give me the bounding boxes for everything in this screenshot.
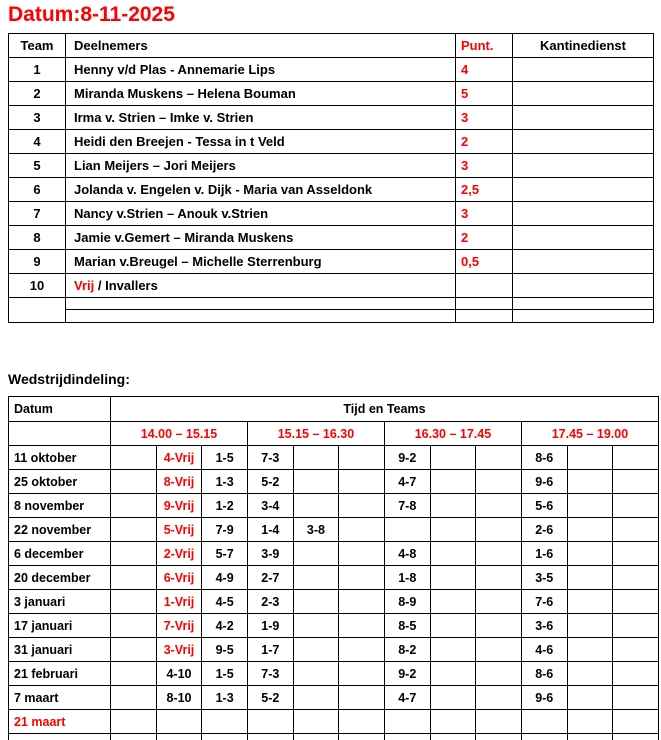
schedule-match-cell: [111, 686, 157, 710]
schedule-match-cell: [156, 734, 202, 740]
schedule-date-cell: 20 december: [9, 566, 111, 590]
deelnemers-cell: Marian v.Breugel – Michelle Sterrenburg: [66, 250, 456, 274]
empty-team-cell: [9, 298, 66, 323]
schedule-match-cell: [430, 638, 476, 662]
schedule-match-cell: [567, 662, 613, 686]
schedule-match-cell: [476, 518, 522, 542]
schedule-match-cell: [567, 614, 613, 638]
team-row: [9, 58, 654, 82]
empty-deelnemers-cell: [66, 310, 456, 323]
schedule-match-cell: [339, 686, 385, 710]
schedule-match-cell: [339, 518, 385, 542]
schedule-match-cell: [430, 470, 476, 494]
schedule-match-cell: [384, 710, 430, 734]
schedule-match-cell: [111, 734, 157, 740]
schedule-match-cell: 5-7: [202, 542, 248, 566]
schedule-match-cell: [476, 686, 522, 710]
schedule-row: [9, 446, 659, 470]
schedule-match-cell: [430, 566, 476, 590]
schedule-match-cell: 8-9: [384, 590, 430, 614]
schedule-match-cell: [111, 518, 157, 542]
schedule-match-cell: 4-Vrij: [156, 446, 202, 470]
schedule-date-cell: [9, 734, 111, 740]
schedule-match-cell: [476, 470, 522, 494]
schedule-match-cell: 8-2: [384, 638, 430, 662]
team-number-cell: 6: [9, 178, 66, 202]
team-number-cell: 5: [9, 154, 66, 178]
schedule-match-cell: 4-7: [384, 686, 430, 710]
schedule-match-cell: 9-2: [384, 662, 430, 686]
schedule-match-cell: [202, 734, 248, 740]
schedule-match-cell: [293, 686, 339, 710]
schedule-match-cell: [430, 590, 476, 614]
schedule-match-cell: 8-10: [156, 686, 202, 710]
schedule-match-cell: [567, 518, 613, 542]
schedule-match-cell: 7-3: [247, 662, 293, 686]
team-number-cell: 9: [9, 250, 66, 274]
schedule-match-cell: 3-4: [247, 494, 293, 518]
schedule-match-cell: [476, 494, 522, 518]
schedule-match-cell: [613, 734, 659, 740]
schedule-match-cell: [430, 686, 476, 710]
schedule-date-cell: 21 februari: [9, 662, 111, 686]
schedule-match-cell: 4-5: [202, 590, 248, 614]
teams-header-deelnemers: Deelnemers: [66, 34, 456, 58]
schedule-match-cell: [293, 494, 339, 518]
schedule-match-cell: 5-Vrij: [156, 518, 202, 542]
schedule-match-cell: [339, 662, 385, 686]
kantinedienst-cell: [513, 106, 654, 130]
schedule-match-cell: [430, 734, 476, 740]
teams-header-kantinedienst: Kantinedienst: [513, 34, 654, 58]
schedule-date-cell: 21 maart: [9, 710, 111, 734]
schedule-match-cell: [613, 542, 659, 566]
team-row: [9, 250, 654, 274]
teams-header-team: Team: [9, 34, 66, 58]
kantinedienst-cell: [513, 130, 654, 154]
schedule-match-cell: 1-Vrij: [156, 590, 202, 614]
kantinedienst-cell: [513, 58, 654, 82]
team-row: [9, 154, 654, 178]
schedule-match-cell: 7-6: [521, 590, 567, 614]
team-row: [9, 226, 654, 250]
schedule-match-cell: [293, 446, 339, 470]
punt-cell: 4: [456, 58, 513, 82]
schedule-match-cell: [111, 638, 157, 662]
schedule-match-cell: 5-2: [247, 686, 293, 710]
schedule-match-cell: [613, 470, 659, 494]
schedule-match-cell: [111, 590, 157, 614]
team-number-cell: 4: [9, 130, 66, 154]
schedule-match-cell: 1-3: [202, 686, 248, 710]
kantinedienst-cell: [513, 250, 654, 274]
schedule-match-cell: [111, 542, 157, 566]
schedule-match-cell: [613, 446, 659, 470]
schedule-match-cell: [339, 638, 385, 662]
schedule-match-cell: [567, 542, 613, 566]
team-row: [9, 82, 654, 106]
schedule-match-cell: 1-8: [384, 566, 430, 590]
kantinedienst-cell: [513, 178, 654, 202]
empty-kantinedienst-cell: [513, 310, 654, 323]
schedule-match-cell: [293, 614, 339, 638]
schedule-match-cell: [384, 518, 430, 542]
schedule-match-cell: [384, 734, 430, 740]
kantinedienst-cell: [513, 82, 654, 106]
schedule-match-cell: [430, 446, 476, 470]
schedule-match-cell: [476, 662, 522, 686]
schedule-match-cell: [567, 446, 613, 470]
team-number-cell: 1: [9, 58, 66, 82]
schedule-match-cell: 3-6: [521, 614, 567, 638]
schedule-match-cell: 7-3: [247, 446, 293, 470]
schedule-match-cell: 5-6: [521, 494, 567, 518]
schedule-match-cell: [613, 710, 659, 734]
schedule-match-cell: [339, 590, 385, 614]
schedule-match-cell: 7-Vrij: [156, 614, 202, 638]
schedule-match-cell: 3-Vrij: [156, 638, 202, 662]
schedule-match-cell: [339, 470, 385, 494]
schedule-match-cell: [339, 710, 385, 734]
schedule-match-cell: [430, 662, 476, 686]
punt-cell: 2: [456, 226, 513, 250]
teams-table: [8, 33, 654, 323]
schedule-match-cell: 4-9: [202, 566, 248, 590]
team-number-cell: 8: [9, 226, 66, 250]
schedule-date-cell: 17 januari: [9, 614, 111, 638]
schedule-match-cell: 4-10: [156, 662, 202, 686]
schedule-match-cell: [567, 566, 613, 590]
schedule-match-cell: [202, 710, 248, 734]
schedule-date-cell: 31 januari: [9, 638, 111, 662]
schedule-match-cell: 9-5: [202, 638, 248, 662]
schedule-match-cell: [293, 710, 339, 734]
schedule-match-cell: [476, 710, 522, 734]
schedule-match-cell: [613, 614, 659, 638]
schedule-match-cell: [476, 590, 522, 614]
schedule-match-cell: 9-Vrij: [156, 494, 202, 518]
schedule-match-cell: [339, 734, 385, 740]
punt-cell: 0,5: [456, 250, 513, 274]
schedule-row: [9, 566, 659, 590]
schedule-match-cell: [339, 566, 385, 590]
schedule-match-cell: [339, 614, 385, 638]
schedule-section-label: Wedstrijdindeling:: [8, 371, 130, 387]
kantinedienst-cell: [513, 226, 654, 250]
schedule-match-cell: [339, 446, 385, 470]
kantinedienst-cell: [513, 154, 654, 178]
schedule-row: [9, 614, 659, 638]
schedule-match-cell: 4-7: [384, 470, 430, 494]
schedule-match-cell: 6-Vrij: [156, 566, 202, 590]
schedule-match-cell: 8-6: [521, 446, 567, 470]
schedule-match-cell: [430, 614, 476, 638]
schedule-match-cell: 1-4: [247, 518, 293, 542]
schedule-date-cell: 6 december: [9, 542, 111, 566]
teams-empty-row: [9, 298, 654, 310]
schedule-date-cell: 8 november: [9, 494, 111, 518]
schedule-match-cell: [430, 710, 476, 734]
deelnemers-cell: Jamie v.Gemert – Miranda Muskens: [66, 226, 456, 250]
schedule-match-cell: 9-6: [521, 470, 567, 494]
empty-deelnemers-cell: [66, 298, 456, 310]
teams-header-row: [9, 34, 654, 58]
schedule-row: [9, 590, 659, 614]
kantinedienst-cell: [513, 274, 654, 298]
schedule-match-cell: 3-9: [247, 542, 293, 566]
schedule-date-cell: 11 oktober: [9, 446, 111, 470]
schedule-row: [9, 638, 659, 662]
deelnemers-cell: Jolanda v. Engelen v. Dijk - Maria van Asseldonk: [66, 178, 456, 202]
schedule-match-cell: 1-3: [202, 470, 248, 494]
deelnemers-cell: Heidi den Breejen - Tessa in t Veld: [66, 130, 456, 154]
teams-empty-row: [9, 310, 654, 323]
schedule-match-cell: [293, 638, 339, 662]
team-row: [9, 130, 654, 154]
schedule-match-cell: 4-2: [202, 614, 248, 638]
schedule-match-cell: [476, 542, 522, 566]
schedule-match-cell: [567, 638, 613, 662]
schedule-match-cell: [613, 566, 659, 590]
schedule-match-cell: [613, 662, 659, 686]
schedule-match-cell: 3-5: [521, 566, 567, 590]
schedule-header-row: [9, 397, 659, 422]
schedule-partial-row: [9, 734, 659, 740]
teams-header-punt: Punt.: [456, 34, 513, 58]
punt-cell: 3: [456, 154, 513, 178]
deelnemers-cell: Nancy v.Strien – Anouk v.Strien: [66, 202, 456, 226]
schedule-match-cell: [476, 734, 522, 740]
schedule-match-cell: [293, 566, 339, 590]
team-row: [9, 202, 654, 226]
schedule-match-cell: 8-Vrij: [156, 470, 202, 494]
schedule-match-cell: [293, 470, 339, 494]
schedule-row: [9, 494, 659, 518]
schedule-match-cell: 2-7: [247, 566, 293, 590]
schedule-timeslot-row: [9, 422, 659, 446]
timeslot-2: 15.15 – 16.30: [247, 422, 384, 446]
schedule-match-cell: [293, 734, 339, 740]
schedule-row: [9, 686, 659, 710]
deelnemers-cell: Lian Meijers – Jori Meijers: [66, 154, 456, 178]
schedule-match-cell: 2-6: [521, 518, 567, 542]
schedule-date-cell: 22 november: [9, 518, 111, 542]
schedule-match-cell: 3-8: [293, 518, 339, 542]
timeslot-3: 16.30 – 17.45: [384, 422, 521, 446]
punt-cell: 5: [456, 82, 513, 106]
schedule-match-cell: [247, 710, 293, 734]
schedule-match-cell: [476, 446, 522, 470]
schedule-row: [9, 662, 659, 686]
schedule-match-cell: [339, 494, 385, 518]
schedule-match-cell: [293, 590, 339, 614]
page-title: Datum:8-11-2025: [8, 3, 175, 26]
schedule-match-cell: 1-2: [202, 494, 248, 518]
schedule-header-datum: Datum: [9, 397, 111, 422]
schedule-match-cell: [111, 446, 157, 470]
empty-kantinedienst-cell: [513, 298, 654, 310]
timeslot-1: 14.00 – 15.15: [111, 422, 248, 446]
schedule-date-cell: 3 januari: [9, 590, 111, 614]
schedule-match-cell: 4-6: [521, 638, 567, 662]
team-number-cell: 3: [9, 106, 66, 130]
schedule-match-cell: [613, 494, 659, 518]
schedule-match-cell: 7-8: [384, 494, 430, 518]
schedule-match-cell: [111, 494, 157, 518]
schedule-match-cell: 5-2: [247, 470, 293, 494]
schedule-date-cell: 25 oktober: [9, 470, 111, 494]
deelnemers-cell: Henny v/d Plas - Annemarie Lips: [66, 58, 456, 82]
schedule-match-cell: [521, 734, 567, 740]
schedule-match-cell: 2-3: [247, 590, 293, 614]
schedule-match-cell: [111, 614, 157, 638]
schedule-match-cell: 1-6: [521, 542, 567, 566]
deelnemers-cell: Vrij / Invallers: [66, 274, 456, 298]
punt-cell: 3: [456, 202, 513, 226]
punt-cell: 2: [456, 130, 513, 154]
schedule-match-cell: [521, 710, 567, 734]
team-row: [9, 106, 654, 130]
schedule-match-cell: 8-5: [384, 614, 430, 638]
team-number-cell: 2: [9, 82, 66, 106]
schedule-row: [9, 710, 659, 734]
schedule-match-cell: [613, 590, 659, 614]
schedule-match-cell: 8-6: [521, 662, 567, 686]
schedule-table: [8, 396, 659, 740]
schedule-match-cell: [567, 470, 613, 494]
schedule-match-cell: [613, 638, 659, 662]
schedule-match-cell: [476, 614, 522, 638]
punt-cell: 3: [456, 106, 513, 130]
schedule-match-cell: [567, 590, 613, 614]
schedule-date-cell: 7 maart: [9, 686, 111, 710]
schedule-match-cell: 7-9: [202, 518, 248, 542]
schedule-match-cell: [111, 662, 157, 686]
schedule-match-cell: [567, 494, 613, 518]
schedule-match-cell: [247, 734, 293, 740]
team-number-cell: 10: [9, 274, 66, 298]
vrij-label: Vrij: [74, 278, 95, 293]
team-number-cell: 7: [9, 202, 66, 226]
team-row: [9, 274, 654, 298]
schedule-match-cell: [156, 710, 202, 734]
schedule-header-tijd-en-teams: Tijd en Teams: [111, 397, 659, 422]
deelnemers-cell: Miranda Muskens – Helena Bouman: [66, 82, 456, 106]
schedule-match-cell: [476, 638, 522, 662]
schedule-match-cell: [111, 566, 157, 590]
schedule-match-cell: [111, 710, 157, 734]
schedule-match-cell: [476, 566, 522, 590]
kantinedienst-cell: [513, 202, 654, 226]
punt-cell: 2,5: [456, 178, 513, 202]
schedule-match-cell: [567, 686, 613, 710]
deelnemers-cell: Irma v. Strien – Imke v. Strien: [66, 106, 456, 130]
schedule-row: [9, 518, 659, 542]
schedule-match-cell: [293, 542, 339, 566]
timeslot-spacer-cell: [9, 422, 111, 446]
empty-punt-cell: [456, 310, 513, 323]
timeslot-4: 17.45 – 19.00: [521, 422, 658, 446]
schedule-match-cell: 2-Vrij: [156, 542, 202, 566]
schedule-match-cell: 1-9: [247, 614, 293, 638]
schedule-match-cell: 4-8: [384, 542, 430, 566]
schedule-match-cell: [111, 470, 157, 494]
punt-cell: [456, 274, 513, 298]
schedule-match-cell: [339, 542, 385, 566]
schedule-match-cell: [567, 734, 613, 740]
schedule-match-cell: [613, 518, 659, 542]
schedule-match-cell: [567, 710, 613, 734]
schedule-match-cell: [430, 518, 476, 542]
schedule-match-cell: 1-5: [202, 662, 248, 686]
schedule-match-cell: [613, 686, 659, 710]
schedule-match-cell: 1-7: [247, 638, 293, 662]
schedule-match-cell: 9-6: [521, 686, 567, 710]
schedule-match-cell: [430, 542, 476, 566]
empty-punt-cell: [456, 298, 513, 310]
schedule-match-cell: [430, 494, 476, 518]
schedule-row: [9, 470, 659, 494]
schedule-match-cell: 9-2: [384, 446, 430, 470]
schedule-row: [9, 542, 659, 566]
schedule-match-cell: 1-5: [202, 446, 248, 470]
schedule-match-cell: [293, 662, 339, 686]
team-row: [9, 178, 654, 202]
